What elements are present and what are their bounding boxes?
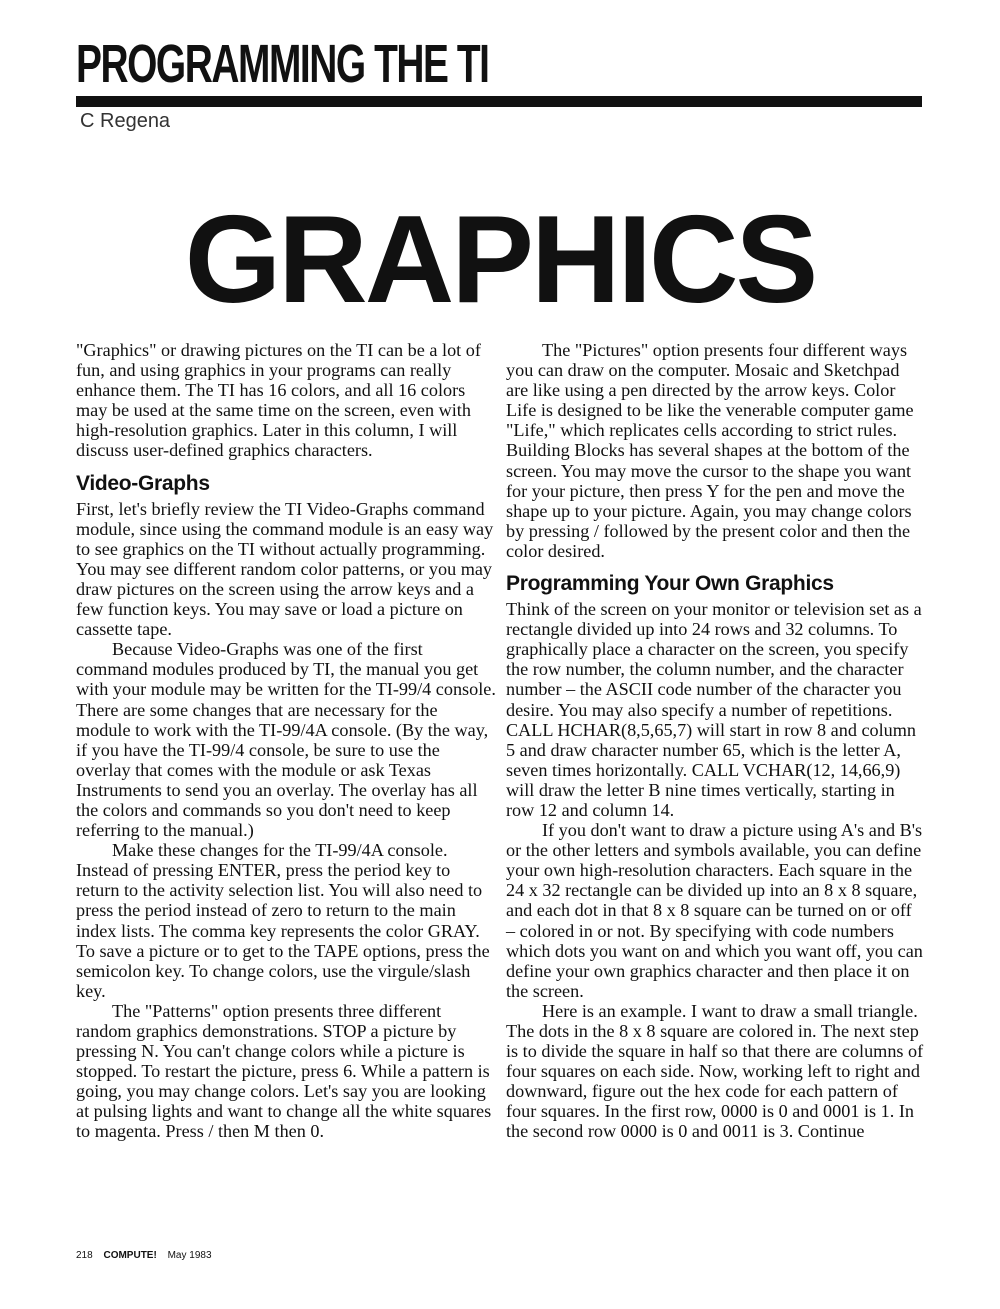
issue-date: May 1983 — [167, 1250, 212, 1261]
body-paragraph: If you don't want to draw a picture using A's and B's or the other letters and symbols available, you can define your own high-resolution characters. Each square in the 24 x 32 rectangle can be divided up into an 8 x 8 square, and each dot in that 8 x 8 square can be turned on or off – colored in or not. By specifying with code numbers which dots you want on and which you want off, you can define your own graphics character and then place it on the screen. — [506, 820, 923, 1001]
page-number: 218 — [76, 1250, 93, 1261]
title-rule — [76, 96, 922, 107]
body-paragraph: Here is an example. I want to draw a small triangle. The dots in the 8 x 8 square are colored in. The next step is to divide the square in half so that there are columns of four squares on each side. Now, working left to right and downward, figure out the hex code for each pattern of four squares. In the first row, 0000 is 0 and 0001 is 1. In the second row 0000 is 0 and 0011 is 3. Continue — [506, 1000, 924, 1142]
intro-paragraph: "Graphics" or drawing pictures on the TI can be a lot of fun, and using graphics in your programs can really enhance them. The TI has 16 colors, and all 16 colors may be used at the same time on the screen, even with high-resolution graphics. Later in this column, I will discuss user-defined graphics characters. — [76, 340, 481, 461]
body-paragraph: Think of the screen on your monitor or television set as a rectangle divided up into 24 rows and 32 columns. To graphically place a character on the screen, you specify the row number, the column number, and the character number – the ASCII code number of the character you desire. You may also specify a number of repetitions. CALL HCHAR(8,5,65,7) will start in row 8 and column 5 and draw character number 65, which is the letter A, seven times horizontally. CALL VCHAR(12, 14,66,9) will draw the letter B nine times vertically, starting in row 12 and column 14. — [506, 599, 922, 820]
body-paragraph: The "Pictures" option presents four different ways you can draw on the computer. Mosaic and Sketchpad are like using a pen directed by the arrow keys. Color Life is designed to be like the venerable computer game "Life," which replicates cells according to strict rules. Building Blocks has several shapes at the bottom of the screen. You may move the cursor to the shape you want for your picture, then press Y for the pen and move the shape up to your picture. Again, you may change colors by pressing / followed by the present color and then the color desired. — [506, 340, 914, 561]
column-title: PROGRAMMING THE TI — [76, 34, 489, 94]
right-column — [506, 340, 924, 1142]
body-paragraph: Because Video-Graphs was one of the first command modules produced by TI, the manual you get with your module may be written for the TI-99/4 console. There are some changes that are necessary for the module to work with the TI-99/4A console. (By the way, if you have the TI-99/4 console, be sure to use the overlay that comes with the module or ask Texas Instruments to send you an overlay. The overlay has all the colors and commands so you don't need to keep referring to the manual.) — [76, 639, 496, 841]
article-headline: GRAPHICS — [184, 191, 816, 329]
body-paragraph: Make these changes for the TI-99/4A console. Instead of pressing ENTER, press the period key to return to the activity selection list. You will also need to press the period instead of zero to return to the main index lists. The comma key represents the color GRAY. To save a picture or to get to the TAPE options, press the semicolon key. To change colors, use the virgule/slash key. — [76, 840, 490, 1001]
body-paragraph: The "Patterns" option presents three different random graphics demonstrations. STOP a picture by pressing N. You can't change colors while a picture is stopped. To restart the picture, press 6. While a pattern is going, you may change colors. Let's say you are looking at pulsing lights and want to change all the white squares to magenta. Press / then M then 0. — [76, 1000, 492, 1142]
body-paragraph: First, let's briefly review the TI Video-Graphs command module, since using the command module is an easy way to see graphics on the TI without actually programming. You may see different random color patterns, or you may draw pictures on the screen using the arrow keys and a few function keys. You may save or load a picture on cassette tape. — [76, 498, 494, 640]
section-heading-video-graphs: Video-Graphs — [76, 471, 210, 495]
left-column — [76, 340, 496, 1142]
magazine-name: COMPUTE! — [103, 1250, 157, 1261]
page-footer — [76, 1249, 212, 1263]
author-byline: C Regena — [80, 110, 171, 132]
section-heading-programming-graphics: Programming Your Own Graphics — [506, 572, 834, 596]
